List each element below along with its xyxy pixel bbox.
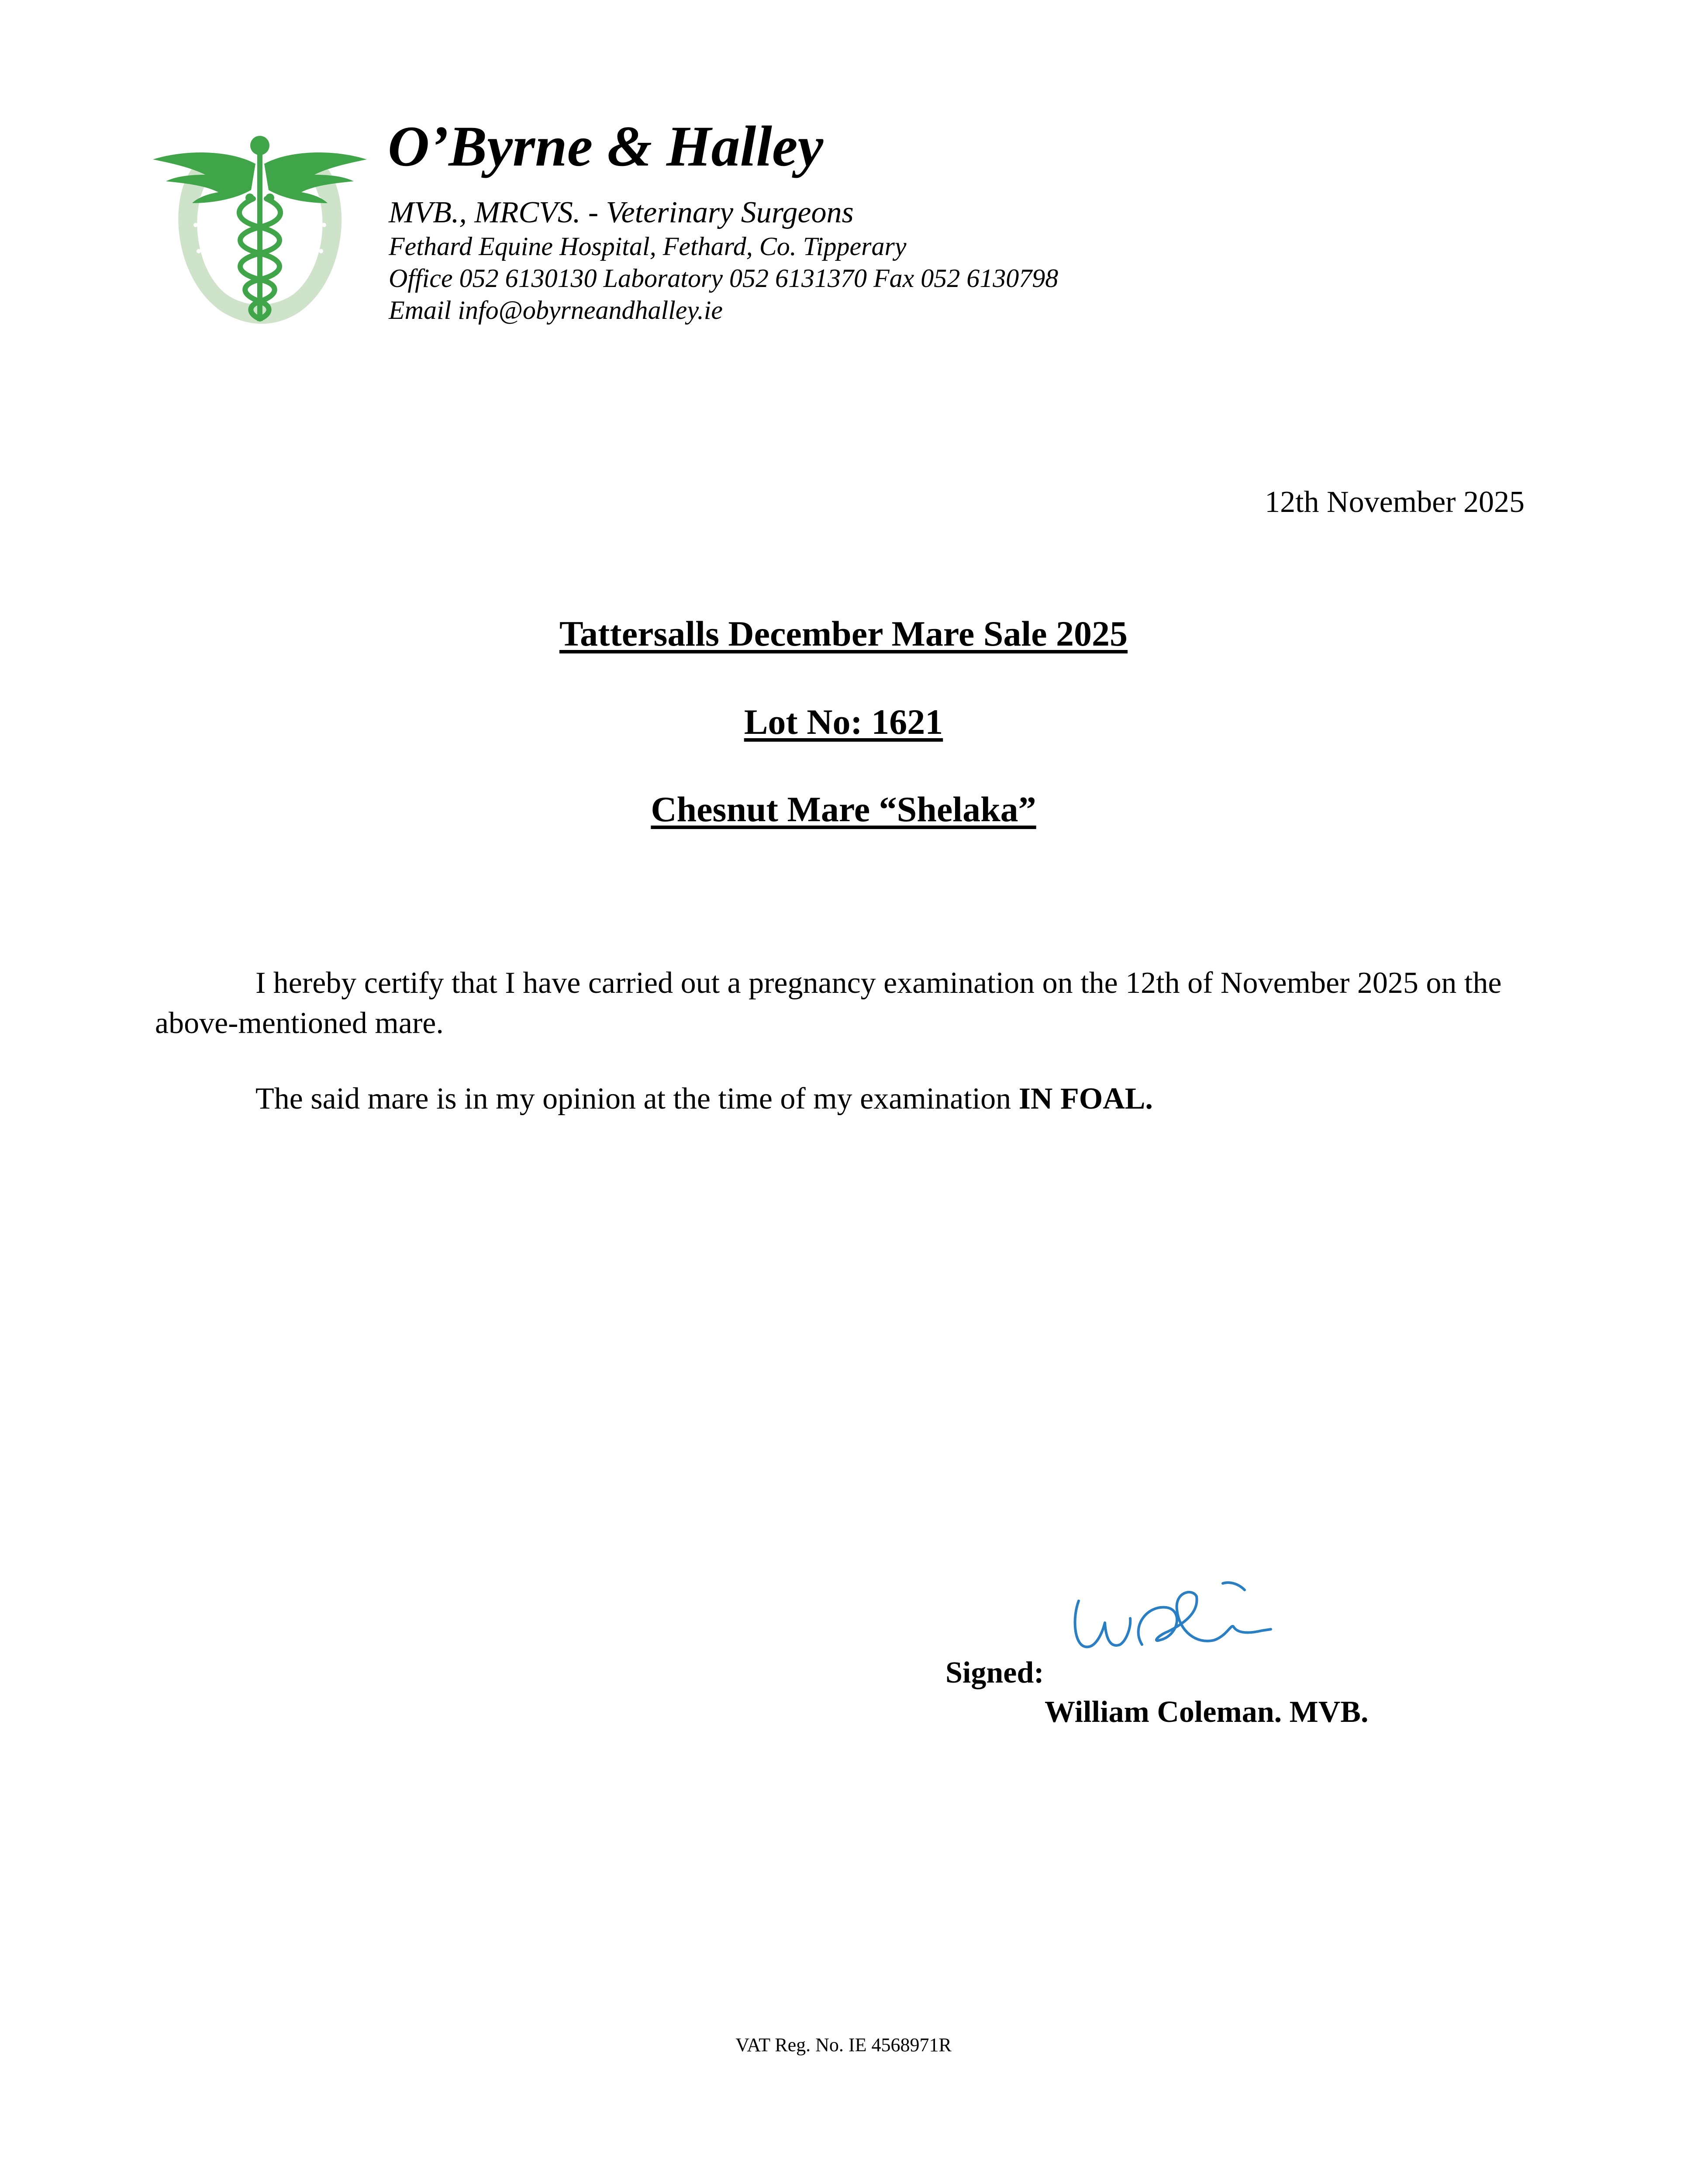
lot-number-heading: Lot No: 1621 <box>744 702 943 742</box>
letter-date: 12th November 2025 <box>1265 485 1525 519</box>
qualifications-line: MVB., MRCVS. - Veterinary Surgeons <box>389 196 854 229</box>
signed-label: Signed: <box>945 1656 1044 1690</box>
certification-paragraph: I hereby certify that I have carried out a pregnancy examination on the 12th of November 2025 on the above-mentioned mare. <box>155 966 1502 1040</box>
opinion-paragraph <box>155 1079 1535 1119</box>
pregnancy-result: IN FOAL. <box>1018 1082 1153 1116</box>
email-line: Email info@obyrneandhalley.ie <box>389 296 723 325</box>
opinion-text: The said mare is in my opinion at the time of my examination <box>255 1082 1019 1116</box>
firm-name: O’Byrne & Halley <box>388 114 824 178</box>
vat-registration: VAT Reg. No. IE 4568971R <box>735 2034 952 2056</box>
caduceus-logo-icon <box>148 133 371 325</box>
signatory-name: William Coleman. MVB. <box>1045 1695 1369 1729</box>
sale-title-heading: Tattersalls December Mare Sale 2025 <box>559 614 1128 653</box>
mare-description-heading: Chesnut Mare “Shelaka” <box>651 789 1036 829</box>
phone-numbers-line: Office 052 6130130 Laboratory 052 6131370 Fax 052 6130798 <box>389 264 1059 293</box>
address-line: Fethard Equine Hospital, Fethard, Co. Tipperary <box>389 232 907 261</box>
handwritten-signature <box>1066 1570 1328 1679</box>
